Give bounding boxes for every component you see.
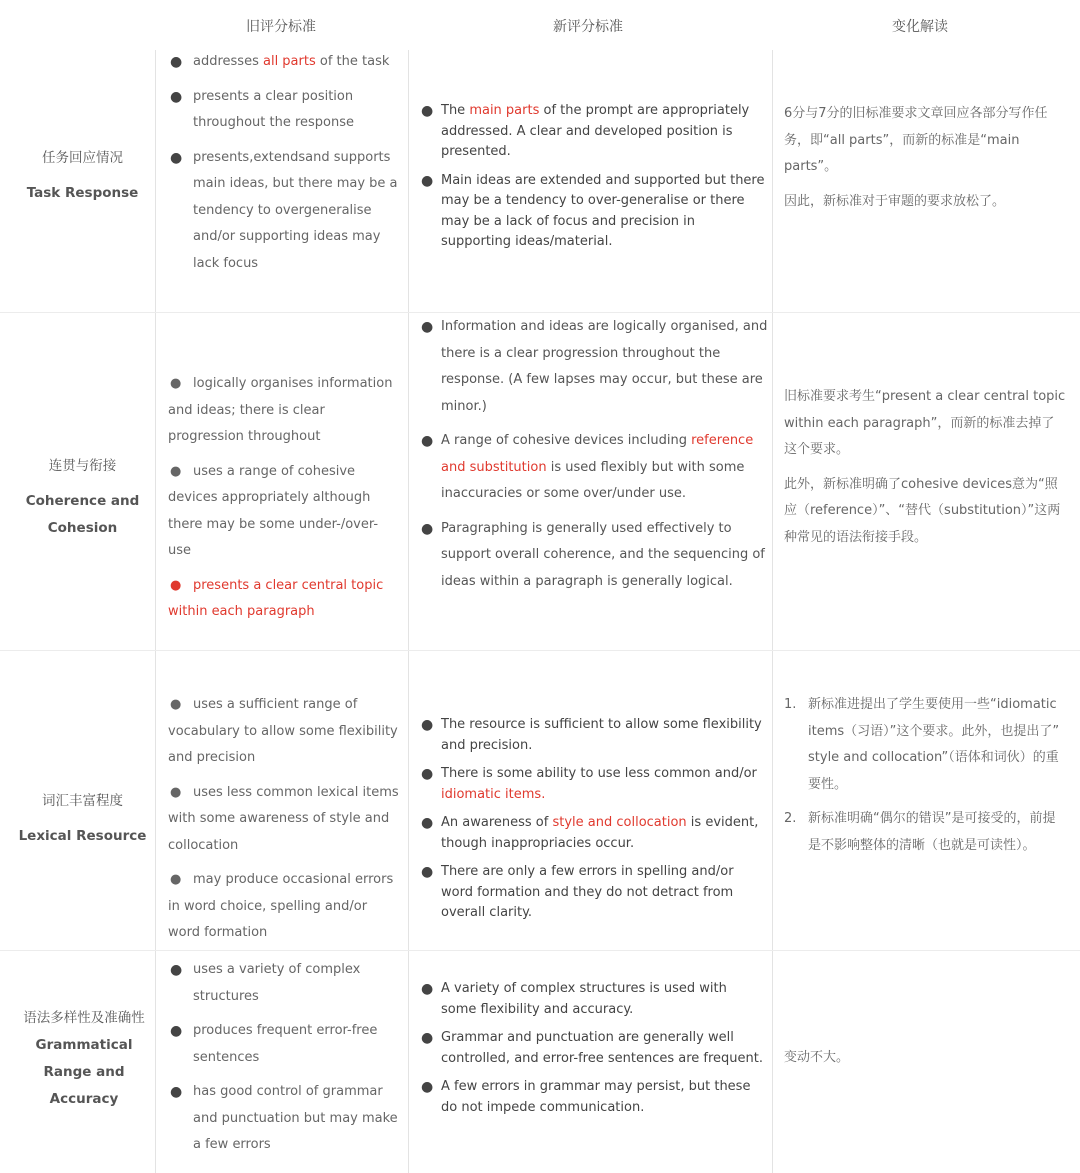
old-bullet: ● addresses all parts of the task xyxy=(170,54,390,70)
old-bullet: ● uses less common lexical items with some awareness of style and collocation xyxy=(168,784,399,853)
interp-text: 此外，新标准明确了cohesive devices意为“照应（reference）”、“替代（substitution）”这两种常见的语法衔接手段。 xyxy=(784,476,1061,545)
interp-text: 变动不大。 xyxy=(784,1050,850,1065)
new-bullet: ● There is some ability to use less common and/or idiomatic items. xyxy=(421,766,757,802)
old-bullet: ● uses a variety of complex structures xyxy=(170,962,361,1004)
old-bullet: ● logically organises information and ideas; there is clear progression throughout xyxy=(168,376,393,444)
row-label-grammar xyxy=(10,1005,158,1113)
interp-list-item: 1. 新标准进提出了学生要使用一些“idiomatic items（习语）”这个要求。此外，也提出了” style and collocation”（语体和词伙）的重要性。 xyxy=(784,697,1060,792)
row-label-lexical xyxy=(10,788,155,850)
row-label-en: Lexical Resource xyxy=(18,828,147,844)
new-bullet: ● A variety of complex structures is used with some flexibility and accuracy. xyxy=(421,981,727,1017)
new-bullet: ● A range of cohesive devices including reference and substitution is used flexibly but with some inaccuracies or some over/under use. xyxy=(421,433,754,501)
interp-list-item: 2. 新标准明确“偶尔的错误”是可接受的，前提是不影响整体的清晰（也就是可读性）。 xyxy=(784,811,1056,853)
old-bullet: ● presents a clear central topic within each paragraph xyxy=(168,577,384,619)
old-bullet: ● may produce occasional errors in word choice, spelling and/or word formation xyxy=(168,872,394,940)
interp-text: 旧标准要求考生“present a clear central topic within each paragraph”，而新的标准去掉了这个要求。 xyxy=(784,389,1066,457)
row-divider-1 xyxy=(0,312,1080,313)
old-bullet: ● presents a clear position throughout the response xyxy=(170,88,355,130)
old-bullet: ● has good control of grammar and punctuation but may make a few errors xyxy=(170,1084,398,1152)
old-criteria-coherence xyxy=(168,371,400,626)
new-bullet: ● Information and ideas are logically organised, and there is a clear progression throughout the response. (A few lapses may occur, but these are minor.) xyxy=(421,319,768,414)
header-new-criteria: 新评分标准 xyxy=(553,19,623,35)
old-criteria-task-response xyxy=(168,49,403,277)
row-label-zh: 语法多样性及准确性 xyxy=(23,1010,145,1026)
header-old-criteria: 旧评分标准 xyxy=(246,19,316,35)
old-criteria-lexical xyxy=(168,692,400,947)
new-bullet: ● Grammar and punctuation are generally well controlled, and error-free sentences are frequent. xyxy=(421,1030,764,1066)
interp-grammar xyxy=(784,1045,1066,1072)
row-label-en: Grammatical Range and Accuracy xyxy=(35,1037,133,1107)
row-label-coherence xyxy=(10,453,155,542)
row-divider-2 xyxy=(0,650,1080,651)
row-divider-3 xyxy=(0,950,1080,951)
new-criteria-coherence xyxy=(421,314,769,595)
row-label-task-response xyxy=(10,145,155,207)
row-label-en: Task Response xyxy=(26,185,139,201)
row-label-zh: 连贯与衔接 xyxy=(48,458,117,474)
row-label-zh: 词汇丰富程度 xyxy=(42,793,123,809)
interp-text: 6分与7分的旧标准要求文章回应各部分写作任务，即“all parts”，而新的标准是“main parts”。 xyxy=(784,106,1048,174)
interp-lexical xyxy=(784,692,1066,859)
new-bullet: ● A few errors in grammar may persist, but these do not impede communication. xyxy=(421,1079,751,1115)
old-bullet: ● produces frequent error-free sentences xyxy=(170,1023,378,1065)
divider-3 xyxy=(772,50,773,1173)
header-interpretation: 变化解读 xyxy=(892,19,948,35)
new-criteria-task-response xyxy=(421,101,766,253)
new-bullet: ● Main ideas are extended and supported but there may be a tendency to over-generalise or there may be a lack of focus and precision in supporting ideas/material. xyxy=(421,172,765,249)
row-label-en: Coherence and Cohesion xyxy=(25,493,140,536)
new-bullet: ● Paragraphing is generally used effectively to support overall coherence, and the sequencing of ideas within a paragraph is generally logical. xyxy=(421,520,765,589)
old-criteria-grammar xyxy=(168,957,403,1159)
new-bullet: ● The resource is sufficient to allow some flexibility and precision. xyxy=(421,717,762,753)
interp-task-response xyxy=(784,101,1066,215)
row-label-zh: 任务回应情况 xyxy=(42,150,123,166)
interp-text: 因此，新标准对于审题的要求放松了。 xyxy=(784,193,1006,209)
new-bullet: ● The main parts of the prompt are appropriately addressed. A clear and developed position is presented. xyxy=(421,103,750,159)
new-criteria-lexical xyxy=(421,715,766,924)
old-bullet: ● uses a sufficient range of vocabulary to allow some flexibility and precision xyxy=(168,697,398,765)
interp-coherence xyxy=(784,384,1066,551)
old-bullet: ● presents,extendsand supports main ideas, but there may be a tendency to overgeneralise and/or supporting ideas may lack focus xyxy=(170,149,398,271)
old-bullet: ● uses a range of cohesive devices appropriately although there may be some under-/over-use xyxy=(168,463,379,558)
new-bullet: ● An awareness of style and collocation is evident, though inappropriacies occur. xyxy=(421,815,759,851)
new-bullet: ● There are only a few errors in spelling and/or word formation and they do not detract from overall clarity. xyxy=(421,864,734,920)
new-criteria-grammar xyxy=(421,979,766,1118)
divider-2 xyxy=(408,50,409,1173)
